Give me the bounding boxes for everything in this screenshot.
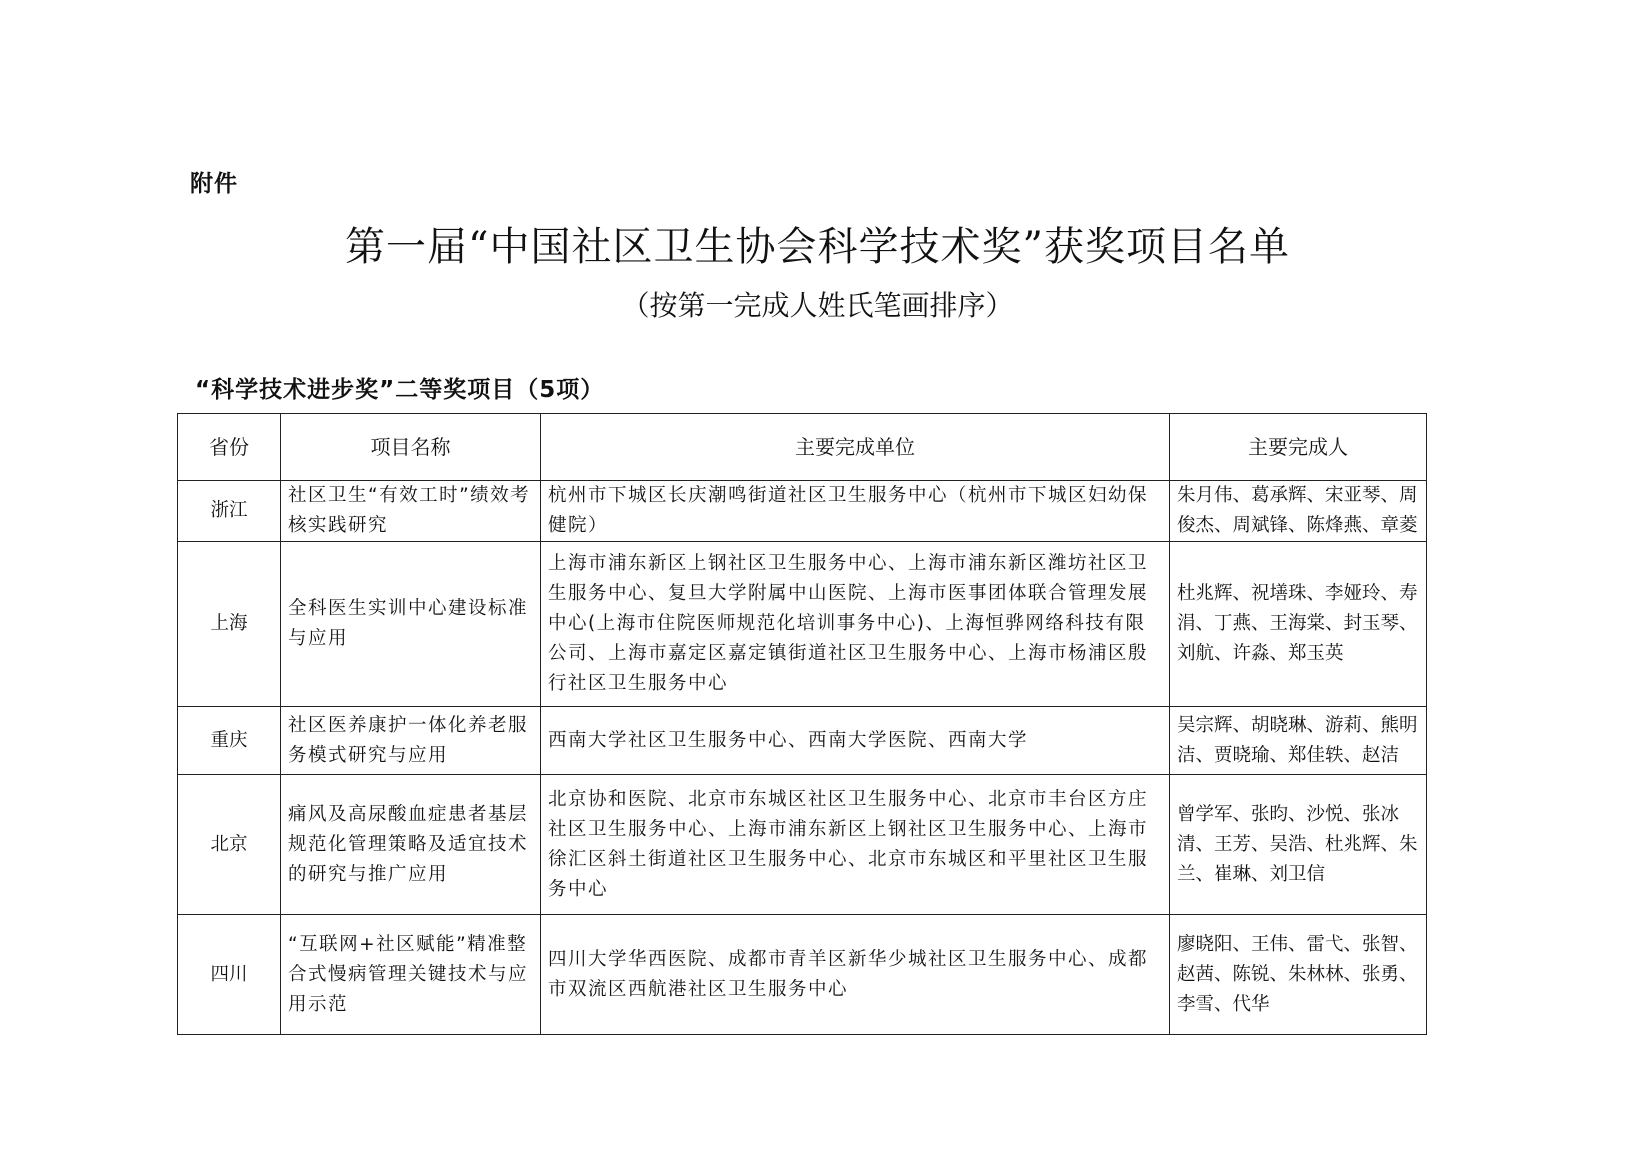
- units-cell: 西南大学社区卫生服务中心、西南大学医院、西南大学: [541, 707, 1170, 775]
- province-cell: 北京: [178, 775, 281, 915]
- table-row: [178, 915, 1427, 1035]
- people-cell: 曾学军、张昀、沙悦、张冰清、王芳、吴浩、杜兆辉、朱兰、崔琳、刘卫信: [1170, 775, 1427, 915]
- table-header-row: [178, 414, 1427, 481]
- people-cell: 廖晓阳、王伟、雷弋、张智、赵茜、陈锐、朱林林、张勇、李雪、代华: [1170, 915, 1427, 1035]
- units-cell: 北京协和医院、北京市东城区社区卫生服务中心、北京市丰台区方庄社区卫生服务中心、上海市浦东新区上钢社区卫生服务中心、上海市徐汇区斜土街道社区卫生服务中心、北京市东城区和平里社区卫生服务中心: [541, 775, 1170, 915]
- header-project: 项目名称: [281, 414, 541, 481]
- table-row: [178, 707, 1427, 775]
- project-cell: 社区卫生“有效工时”绩效考核实践研究: [281, 481, 541, 542]
- awards-table: [177, 413, 1427, 1035]
- units-cell: 杭州市下城区长庆潮鸣街道社区卫生服务中心（杭州市下城区妇幼保健院）: [541, 481, 1170, 542]
- people-cell: 吴宗辉、胡晓琳、游莉、熊明洁、贾晓瑜、郑佳轶、赵洁: [1170, 707, 1427, 775]
- province-cell: 上海: [178, 542, 281, 707]
- project-cell: 社区医养康护一体化养老服务模式研究与应用: [281, 707, 541, 775]
- province-cell: 重庆: [178, 707, 281, 775]
- table-row: [178, 542, 1427, 707]
- section-heading: “科学技术进步奖”二等奖项目（5项）: [195, 377, 605, 403]
- document-title: 第一届“中国社区卫生协会科学技术奖”获奖项目名单: [345, 224, 1290, 270]
- header-units: 主要完成单位: [541, 414, 1170, 481]
- table-row: [178, 481, 1427, 542]
- project-cell: 痛风及高尿酸血症患者基层规范化管理策略及适宜技术的研究与推广应用: [281, 775, 541, 915]
- document-subtitle: （按第一完成人姓氏笔画排序）: [621, 289, 1014, 322]
- people-cell: 朱月伟、葛承辉、宋亚琴、周俊杰、周斌锋、陈烽燕、章菱: [1170, 481, 1427, 542]
- project-cell: “互联网+社区赋能”精准整合式慢病管理关键技术与应用示范: [281, 915, 541, 1035]
- province-cell: 四川: [178, 915, 281, 1035]
- header-people: 主要完成人: [1170, 414, 1427, 481]
- units-cell: 四川大学华西医院、成都市青羊区新华少城社区卫生服务中心、成都市双流区西航港社区卫生服务中心: [541, 915, 1170, 1035]
- project-cell: 全科医生实训中心建设标准与应用: [281, 542, 541, 707]
- people-cell: 杜兆辉、祝墡珠、李娅玲、寿涓、丁燕、王海棠、封玉琴、刘航、许淼、郑玉英: [1170, 542, 1427, 707]
- header-province: 省份: [178, 414, 281, 481]
- province-cell: 浙江: [178, 481, 281, 542]
- attachment-label: 附件: [190, 171, 238, 197]
- table-row: [178, 775, 1427, 915]
- units-cell: 上海市浦东新区上钢社区卫生服务中心、上海市浦东新区潍坊社区卫生服务中心、复旦大学附属中山医院、上海市医事团体联合管理发展中心(上海市住院医师规范化培训事务中心)、上海恒骅网络科技有限公司、上海市嘉定区嘉定镇街道社区卫生服务中心、上海市杨浦区殷行社区卫生服务中心: [541, 542, 1170, 707]
